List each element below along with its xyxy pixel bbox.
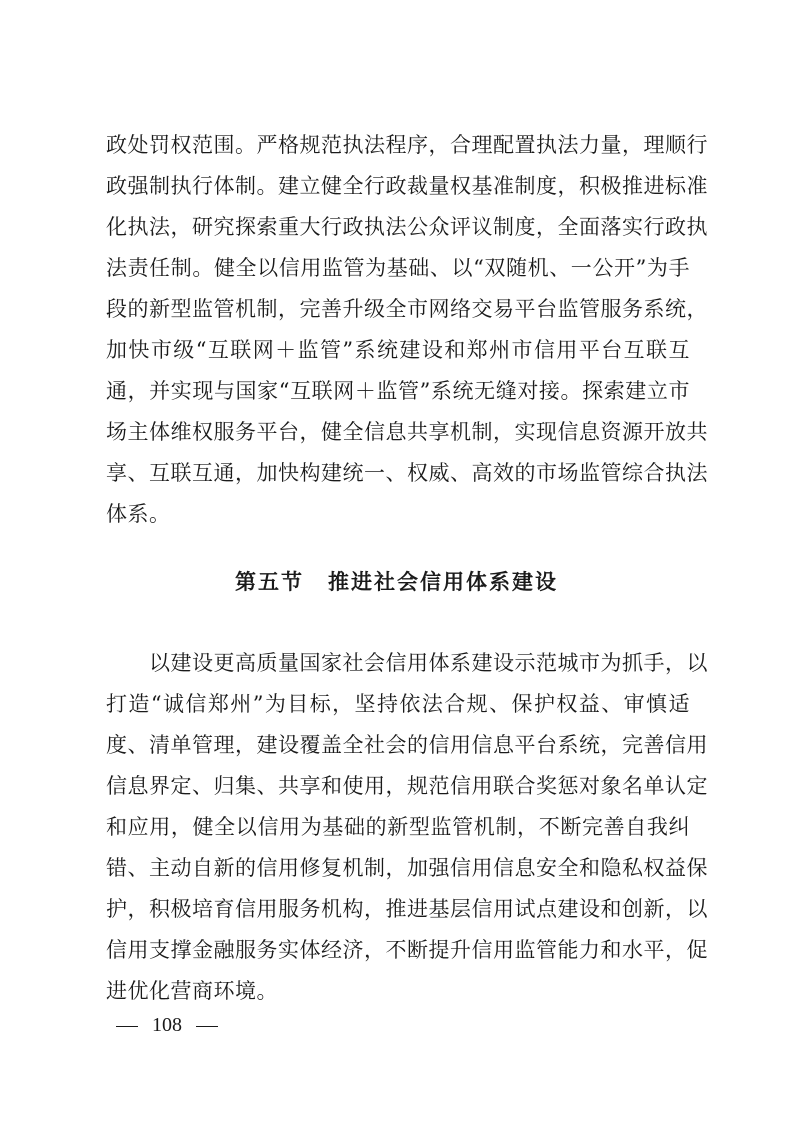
text-line: 加快市级“互联网＋监管”系统建设和郑州市信用平台互联互 (106, 338, 690, 362)
text-line: 通，并实现与国家“互联网＋监管”系统无缝对接。探索建立市 (106, 379, 690, 403)
text-line: 法责任制。健全以信用监管为基础、以“双随机、一公开”为手 (106, 256, 690, 280)
section-title: 推进社会信用体系建设 (328, 570, 558, 594)
text-line: 体系。 (106, 502, 171, 526)
page-number-value: 108 (152, 1014, 182, 1036)
text-line: 和应用，健全以信用为基础的新型监管机制，不断完善自我纠 (106, 815, 690, 839)
dash-left (116, 1026, 138, 1027)
text-line: 信息界定、归集、共享和使用，规范信用联合奖惩对象名单认定 (106, 774, 708, 798)
page-number (116, 1010, 232, 1040)
section-number: 第五节 (235, 570, 304, 594)
text-line: 度、清单管理，建设覆盖全社会的信用信息平台系统，完善信用 (106, 733, 708, 757)
text-line: 以建设更高质量国家社会信用体系建设示范城市为抓手，以 (106, 651, 708, 675)
text-line: 错、主动自新的信用修复机制，加强信用信息安全和隐私权益保 (106, 856, 708, 880)
section-heading (0, 567, 793, 597)
text-line: 政强制执行体制。建立健全行政裁量权基准制度，积极推进标准 (106, 174, 708, 198)
text-line: 进优化营商环境。 (106, 979, 278, 1003)
text-line: 信用支撑金融服务实体经济，不断提升信用监管能力和水平，促 (106, 938, 708, 962)
text-line: 场主体维权服务平台，健全信息共享机制，实现信息资源开放共 (106, 420, 708, 444)
text-line: 化执法，研究探索重大行政执法公众评议制度，全面落实行政执 (106, 215, 708, 239)
dash-right (196, 1026, 218, 1027)
text-line: 段的新型监管机制，完善升级全市网络交易平台监管服务系统， (106, 297, 708, 321)
text-line: 政处罚权范围。严格规范执法程序，合理配置执法力量，理顺行 (106, 133, 708, 157)
text-line: 享、互联互通，加快构建统一、权威、高效的市场监管综合执法 (106, 461, 708, 485)
text-line: 护，积极培育信用服务机构，推进基层信用试点建设和创新，以 (106, 897, 708, 921)
text-line: 打造“诚信郑州”为目标，坚持依法合规、保护权益、审慎适 (106, 692, 690, 716)
